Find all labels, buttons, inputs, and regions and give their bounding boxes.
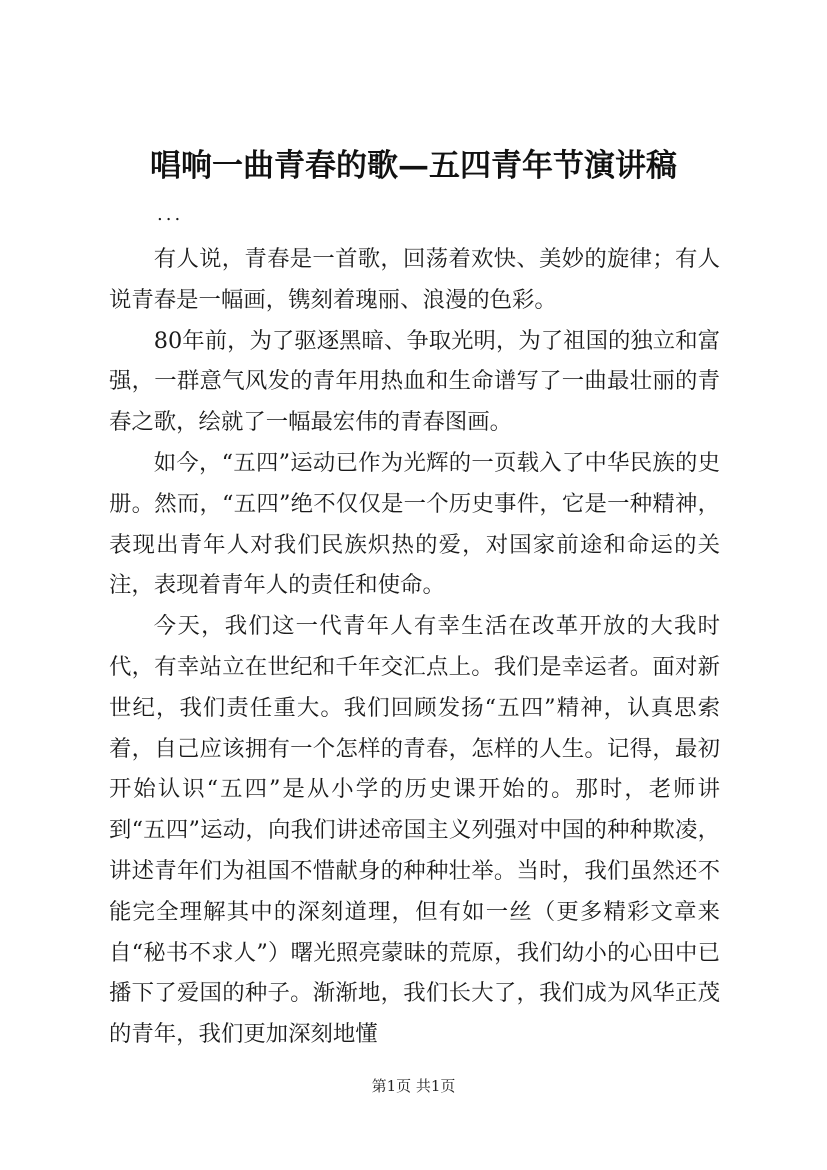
document-body xyxy=(109,239,720,1055)
paragraph-1: 有人说，青春是一首歌，回荡着欢快、美妙的旋律；有人说青春是一幅画，镌刻着瑰丽、浪漫的色彩。 xyxy=(109,246,720,313)
paragraph-3: 如今，“五四”运动已作为光辉的一页载入了中华民族的史册。然而，“五四”绝不仅仅是一个历史事件，它是一种精神，表现出青年人对我们民族炽热的爱，对国家前途和命运的关注，表现着青年人的责任和使命。 xyxy=(109,449,720,599)
ellipsis-marker: ... xyxy=(157,204,184,225)
paragraph-2: 80年前，为了驱逐黑暗、争取光明，为了祖国的独立和富强，一群意气风发的青年用热血和生命谱写了一曲最壮丽的青春之歌，绘就了一幅最宏伟的青春图画。 xyxy=(109,327,720,436)
page-number-footer: 第1页 共1页 xyxy=(371,1077,456,1095)
paragraph-4: 今天，我们这一代青年人有幸生活在改革开放的大我时代，有幸站立在世纪和千年交汇点上。我们是幸运者。面对新世纪，我们责任重大。我们回顾发扬“五四”精神，认真思索着，自己应该拥有一个怎样的青春，怎样的人生。记得，最初开始认识“五四”是从小学的历史课开始的。那时，老师讲到“五四”运动，向我们讲述帝国主义列强对中国的种种欺凌，讲述青年们为祖国不惜献身的种种壮举。当时，我们虽然还不能完全理解其中的深刻道理，但有如一丝（更多精彩文章来自“秘书不求人”）曙光照亮蒙昧的荒原，我们幼小的心田中已播下了爱国的种子。渐渐地，我们长大了，我们成为风华正茂的青年，我们更加深刻地懂 xyxy=(109,613,720,1048)
document-title: 唱响一曲青春的歌—五四青年节演讲稿 xyxy=(150,148,677,184)
